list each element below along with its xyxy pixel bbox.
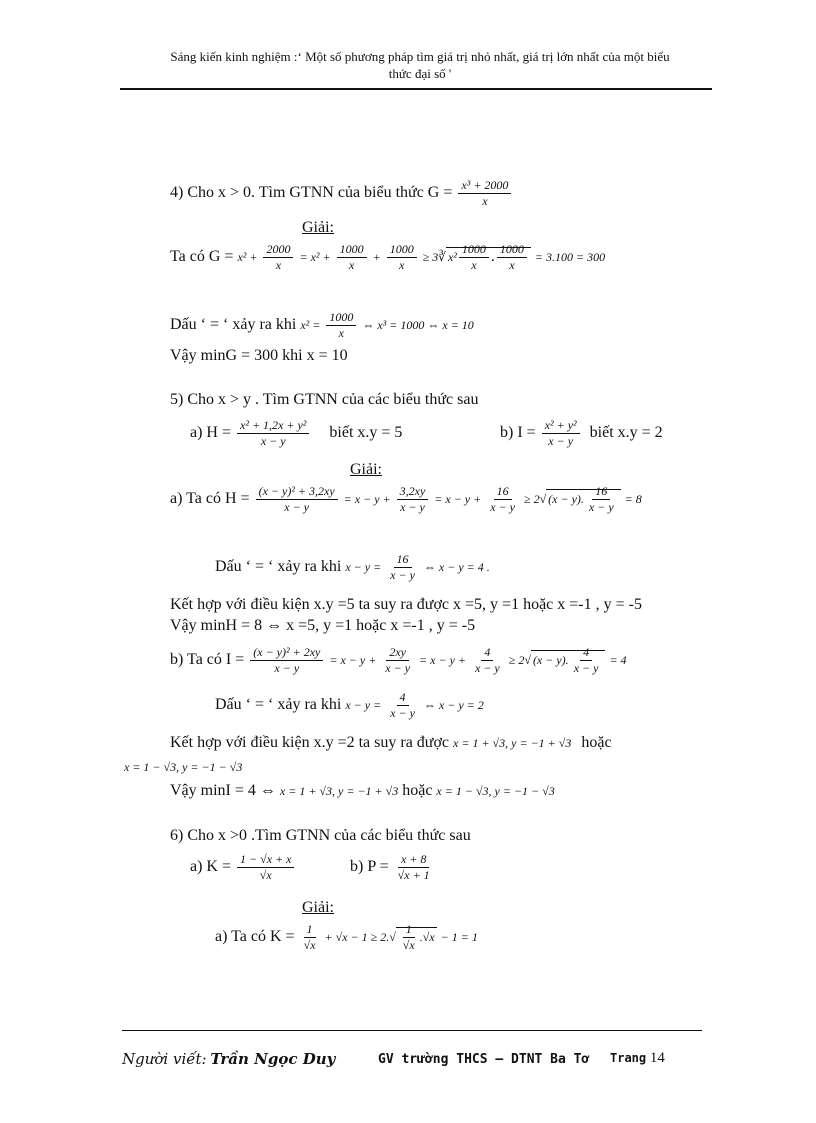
i-derivation: b) Ta có I = $\frac{\text{(x − y)² + 2xy}}{x - y}$ = x − y + $\frac{2xy}{x - y}$ = x − y + $\frac{4}{x - y}$ ≥ 2√ (x − y). $\frac{4}{x - y}$ = 4 [170,645,627,675]
footer-rule [122,1030,702,1031]
header-line-2: thức đại số ' [388,66,452,81]
problem-6a: a) K = $\frac{1 - √x + x}{√x}$ [190,852,296,883]
equality-condition-5a: Dấu ‘ = ‘ xảy ra khi x − y = $\frac{16}{x - y}$ ⇔ x − y = 4 . [215,552,490,582]
g-derivation: Ta có G = x² + $\frac{2000}{x}$ = x² + $\frac{1000}{x}$ + $\frac{1000}{x}$ ≥ 3∛ x² $\frac{1000}{x}$ . $\frac{1000}{x}$ = 3.100 = 300 [170,242,606,272]
solution-heading-5: Giải: [350,461,382,478]
combine-5b: Kết hợp với điều kiện x.y =2 ta suy ra được x = 1 + √3, y = −1 + √3 hoặc [170,734,612,751]
equality-condition-5b: Dấu ‘ = ‘ xảy ra khi x − y = $\frac{4}{x - y}$ ⇔ x − y = 2 [215,690,484,720]
problem-6b: b) P = $\frac{x + 8}{√x + 1}$ [350,852,430,882]
combine-5a: Kết hợp với điều kiện x.y =5 ta suy ra được x =5, y =1 hoặc x =-1 , y = -5 [170,596,642,613]
problem-4-question: 4) Cho x > 0. Tìm GTNN của biểu thức G = [170,184,453,202]
solution-heading-4: Giải: [302,219,334,236]
page-number: 14 [649,1050,665,1066]
conclusion-5b: Vậy minI = 4 ⇔ x = 1 + √3, y = −1 + √3 hoặc x = 1 − √3, y = −1 − √3 [170,782,555,799]
footer-page [610,1050,665,1067]
g-derivation-label: Ta có G = [170,248,234,266]
g-numerator: x³ + 2000 [458,178,511,194]
header-rule [120,88,712,90]
problem-6-question: 6) Cho x >0 .Tìm GTNN của các biểu thức sau [170,827,471,844]
h-derivation: a) Ta có H = $\frac{\text{(x − y)² + 3,2xy}}{x - y}$ = x − y + $\frac{3,2xy}{x - y}$ = x − y + $\frac{16}{x - y}$ ≥ 2√ (x − y). $\frac{16}{x - y}$ = 8 [170,484,642,514]
problem-5-question: 5) Cho x > y . Tìm GTNN của các biểu thức sau [170,391,479,408]
problem-5b: b) I = $\frac{\text{x² + y²}}{x - y}$ biết x.y = 2 [500,418,663,448]
problem-5a: a) H = $\frac{\text{x² + 1,2x + y²}}{x - y}$ biết x.y = 5 [190,418,403,448]
equality-condition-4: Dấu ‘ = ‘ xảy ra khi x² = $\frac{1000}{x}$ ⇔ x³ = 1000 ⇔ x = 10 [170,310,474,340]
solution-heading-6: Giải: [302,899,334,916]
author-name: Trần Ngọc Duy [210,1050,336,1068]
k-derivation: a) Ta có K = $\frac{1}{√x}$ + √x − 1 ≥ 2.√ $\frac{1}{√x}$ .√x − 1 = 1 [215,922,478,952]
footer-author [122,1050,335,1069]
header-line-1: Sáng kiến kinh nghiệm :‘ Một số phương pháp tìm giá trị nhỏ nhất, giá trị lớn nhất của một biểu [170,49,670,64]
combine-5b-cont: x = 1 − √3, y = −1 − √3 [124,760,243,774]
g-denominator: x [482,194,488,208]
footer-school: GV trường THCS – DTNT Ba Tơ [378,1052,590,1067]
conclusion-5a: Vậy minH = 8 ⇔ x =5, y =1 hoặc x =-1 , y = -5 [170,617,476,634]
page-label: Trang [610,1051,647,1065]
conclusion-4: Vậy minG = 300 khi x = 10 [170,347,348,364]
problem-4 [170,178,513,209]
cube-root-radicand: x² $\frac{1000}{x}$ . $\frac{1000}{x}$ [446,247,531,265]
document-header [120,48,720,82]
author-prefix: Người viết: [122,1050,207,1068]
g-fraction [458,178,511,209]
